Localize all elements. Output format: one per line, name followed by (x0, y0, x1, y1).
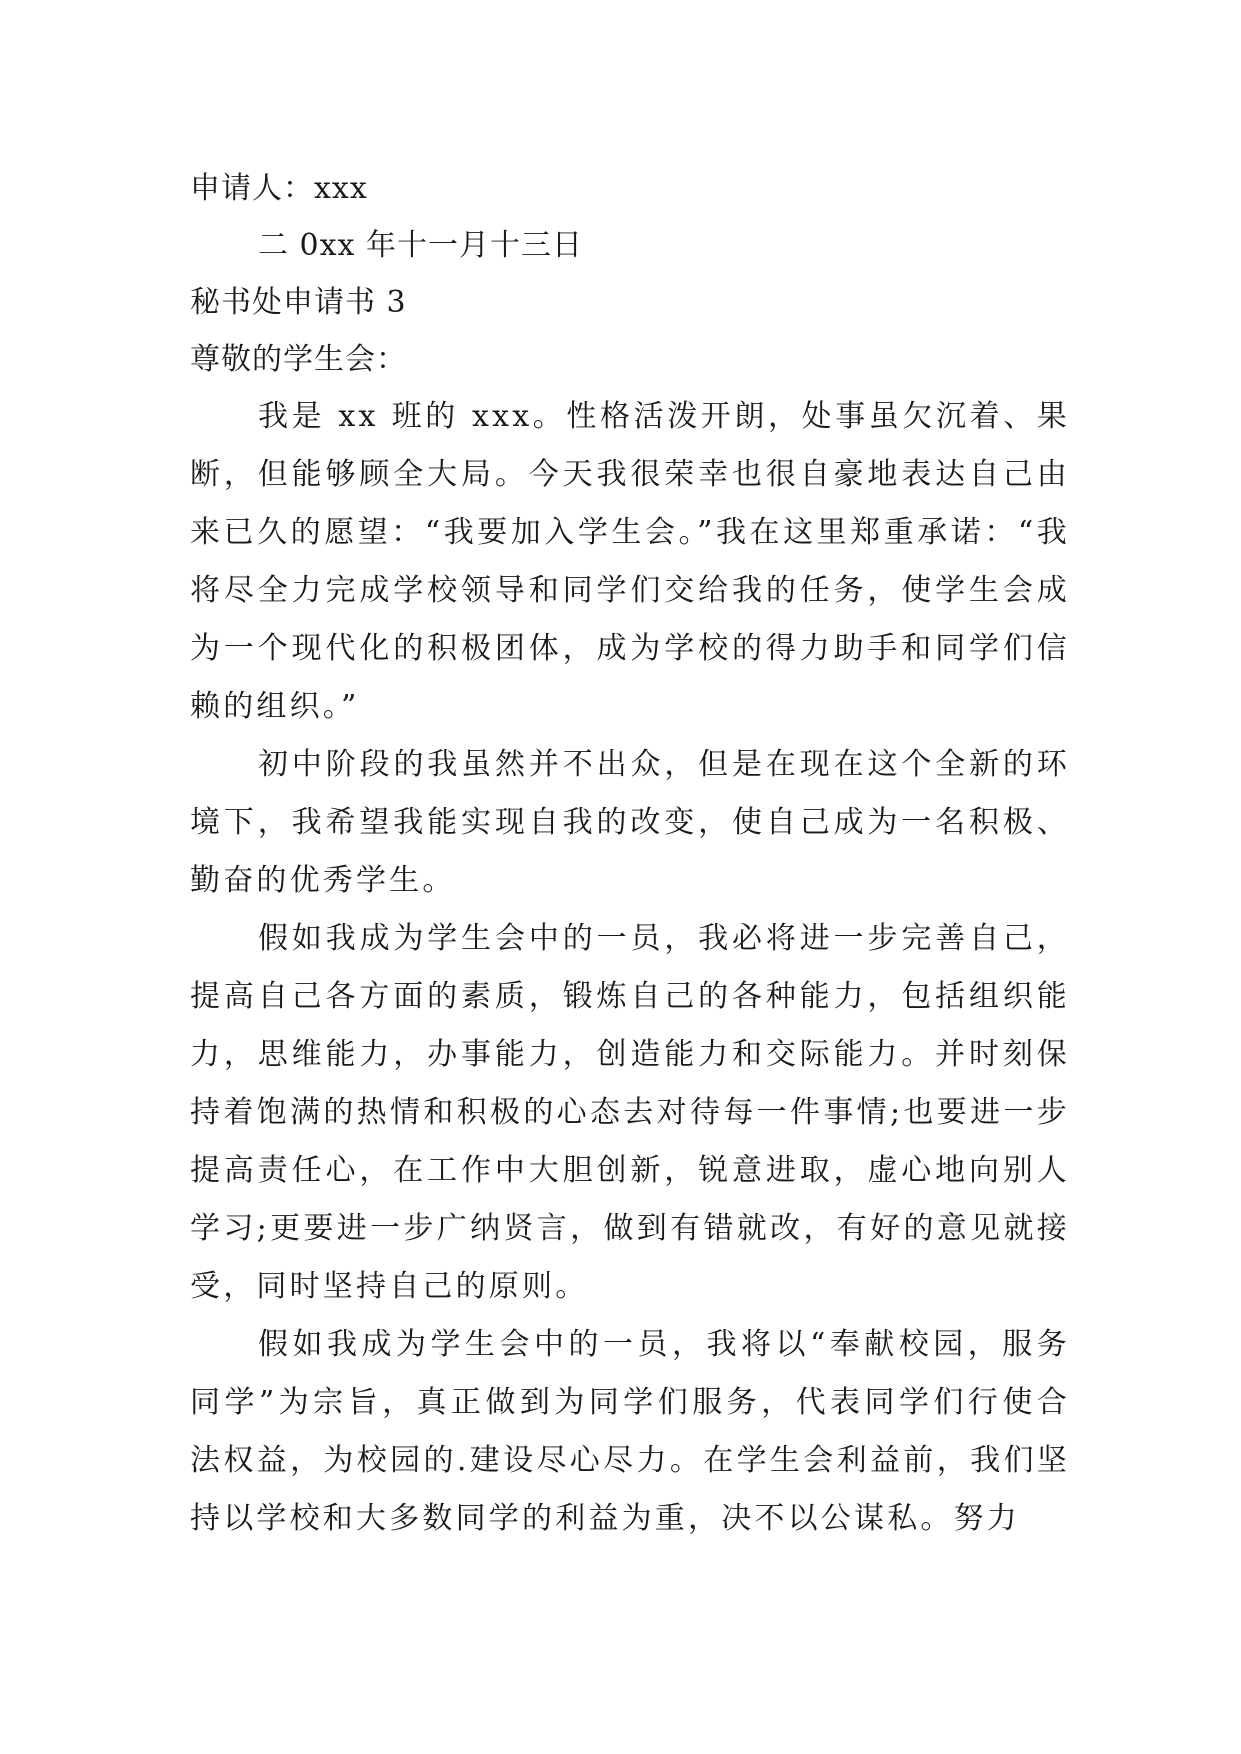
applicant-line: 申请人：xxx (190, 171, 368, 206)
salutation: 尊敬的学生会： (190, 342, 407, 377)
document-body (190, 160, 1070, 1548)
paragraph-2: 初中阶段的我虽然并不出众，但是在现在这个全新的环境下，我希望我能实现自我的改变，使自己成为一名积极、勤奋的优秀学生。 (190, 747, 1070, 898)
date-line: 二 0xx 年十一月十三日 (258, 228, 583, 263)
document-title: 秘书处申请书 3 (190, 285, 407, 320)
paragraph-3: 假如我成为学生会中的一员，我必将进一步完善自己，提高自己各方面的素质，锻炼自己的各种能力，包括组织能力，思维能力，办事能力，创造能力和交际能力。并时刻保持着饱满的热情和积极的心态去对待每一件事情;也要进一步提高责任心，在工作中大胆创新，锐意进取，虚心地向别人学习;更要进一步广纳贤言，做到有错就改，有好的意见就接受，同时坚持自己的原则。 (190, 921, 1070, 1304)
paragraph-1: 我是 xx 班的 xxx。性格活泼开朗，处事虽欠沉着、果断，但能够顾全大局。今天我很荣幸也很自豪地表达自己由来已久的愿望：“我要加入学生会。”我在这里郑重承诺：“我将尽全力完成学校领导和同学们交给我的任务，使学生会成为一个现代化的积极团体，成为学校的得力助手和同学们信赖的组织。” (190, 399, 1070, 724)
paragraph-4: 假如我成为学生会中的一员，我将以“奉献校园，服务同学”为宗旨，真正做到为同学们服务，代表同学们行使合法权益，为校园的.建设尽心尽力。在学生会利益前，我们坚持以学校和大多数同学的利益为重，决不以公谋私。努力 (190, 1327, 1070, 1536)
